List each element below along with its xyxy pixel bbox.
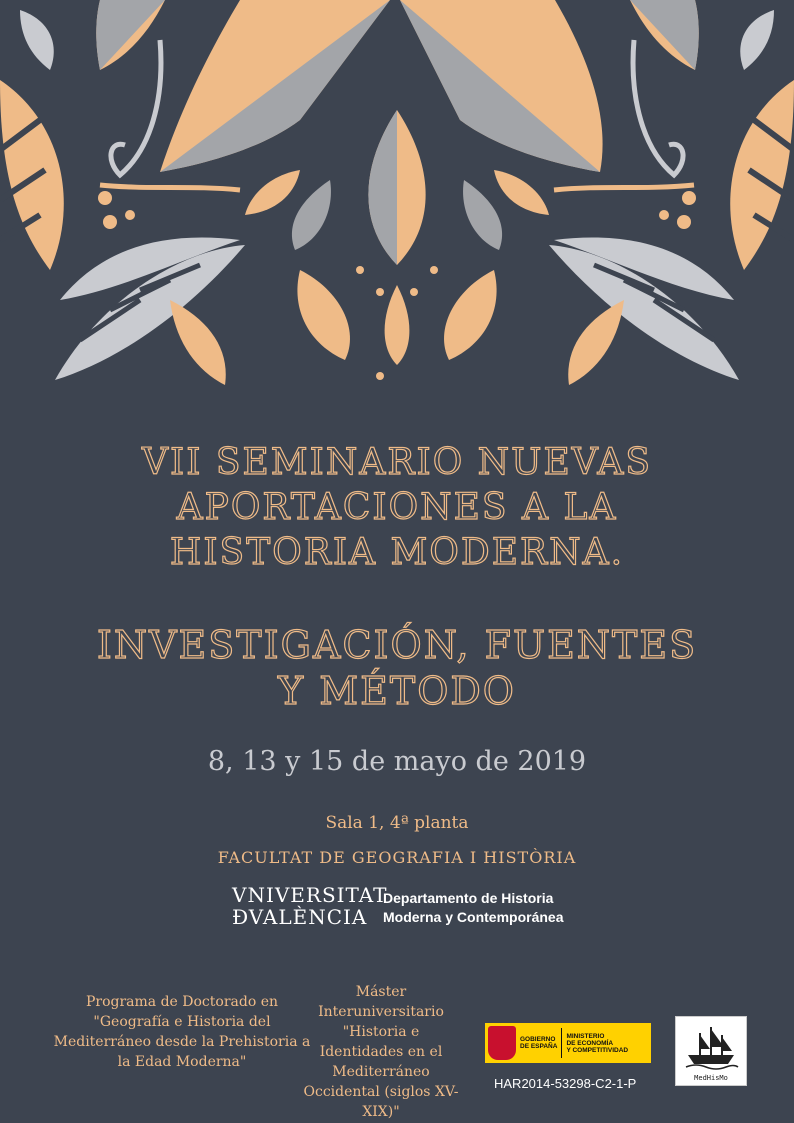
title-line: HISTORIA MODERNA.	[169, 532, 625, 573]
department-line: Moderna y Contemporánea	[383, 909, 564, 925]
ministry-line: DE ECONOMÍA	[566, 1039, 614, 1047]
coat-of-arms-icon	[488, 1026, 516, 1060]
title-line: APORTACIONES A LA	[176, 487, 618, 528]
government-label	[516, 1036, 561, 1050]
seminar-title	[40, 440, 754, 575]
subtitle-line: INVESTIGACIÓN, FUENTES	[96, 623, 698, 667]
department-line: Departamento de Historia	[383, 890, 554, 906]
ministry-logo	[485, 1023, 651, 1063]
floral-ornament-icon	[0, 0, 794, 400]
medhismo-label: MedHisMo	[694, 1074, 728, 1082]
sailing-ship-icon	[676, 1017, 746, 1072]
seminar-subtitle	[40, 622, 754, 714]
project-code: HAR2014-53298-C2-1-P	[494, 1076, 637, 1091]
event-dates: 8, 13 y 15 de mayo de 2019	[207, 746, 587, 777]
ministry-line: MINISTERIO	[566, 1032, 605, 1040]
ministry-line: Y COMPETITIVIDAD	[566, 1046, 629, 1054]
title-line: VII SEMINARIO NUEVAS	[141, 442, 653, 483]
doctorate-program: Programa de Doctorado en "Geografía e Historia del Mediterráneo desde la Prehistoria a la Edad Moderna"	[53, 994, 311, 1070]
government-line: DE ESPAÑA	[520, 1043, 558, 1050]
government-line: GOBIERNO	[520, 1036, 556, 1043]
event-faculty: FACULTAT DE GEOGRAFIA I HISTÒRIA	[217, 848, 577, 867]
medhismo-logo	[675, 1016, 747, 1086]
university-logo-line: VNIVERSITAT	[232, 883, 388, 907]
ministry-label	[562, 1033, 632, 1054]
department-name	[383, 889, 563, 927]
event-room: Sala 1, 4ª planta	[325, 813, 469, 833]
subtitle-line: Y MÉTODO	[278, 669, 516, 713]
university-logo	[232, 884, 387, 928]
master-program: Máster Interuniversitario "Historia e Identidades en el Mediterráneo Occidental (siglos XV-XIX)"	[303, 984, 459, 1120]
university-logo-line: ÐVALÈNCIA	[232, 905, 368, 929]
